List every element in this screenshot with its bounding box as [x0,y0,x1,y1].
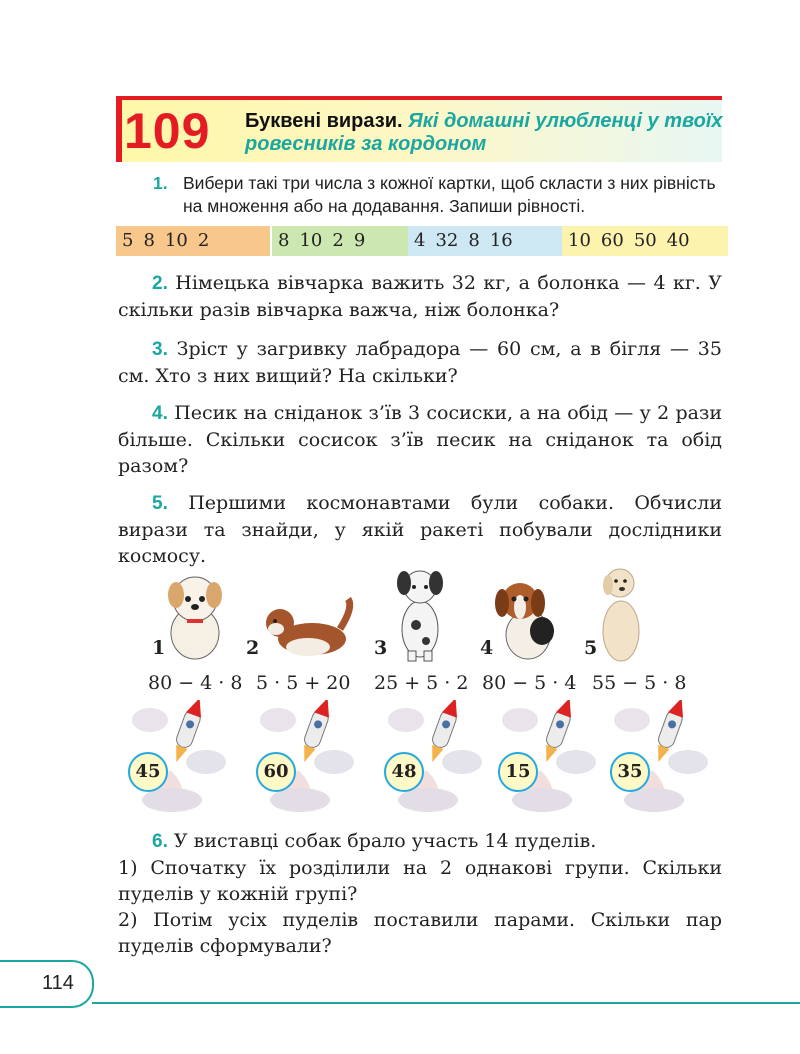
dog-number: 1 [152,637,166,659]
card-number: 2 [332,230,344,251]
rocket-answer: 45 [128,752,168,792]
card-number: 50 [633,230,657,251]
card-number: 10 [568,230,591,251]
rocket-answer: 48 [384,752,424,792]
number-card-4 [562,226,728,256]
card-number: 9 [353,230,366,251]
dog-3-illustration [386,565,454,663]
task-6 [118,828,722,959]
dog-number: 5 [584,637,598,659]
dog-number: 4 [480,637,494,659]
task-2-number: 2. [152,273,168,294]
dog-4-illustration [490,577,564,663]
number-card-2 [272,226,414,256]
lesson-title [245,110,725,156]
card-number: 32 [435,230,459,251]
card-number: 40 [666,230,690,251]
card-number: 8 [278,230,290,251]
page-number: 114 [42,972,74,994]
task-1 [153,172,721,218]
task-4-text: Песик на сніданок з’їв 3 сосиски, а на обід — у 2 рази більше. Скільки сосисок з’їв песик на сніданок та обід разом? [118,402,723,477]
task-6-intro: У виставці собак брало участь 14 пуделів. [173,830,597,852]
number-card-3 [408,226,566,256]
lesson-header [116,96,722,162]
task-3-number: 3. [152,339,168,360]
task-6-number: 6. [152,831,168,852]
dog-5-illustration [598,565,644,663]
dog-2-illustration [262,597,354,661]
task-5-number: 5. [152,493,168,514]
expression-4: 80 − 5 · 4 [482,672,577,694]
card-number: 4 [414,230,426,251]
dogs-row [0,565,800,665]
task-1-text: Вибери такі три числа з кожної картки, щоб скласти з них рівність на множення або на додавання. Запиши рівності. [183,173,716,216]
card-number: 8 [468,230,480,251]
task-3 [118,336,722,389]
rocket-2 [246,700,356,820]
task-6-question-1: 1) Спочатку їх розділили на 2 однакові групи. Скільки пуделів у кожній групі? [118,857,722,905]
expression-5: 55 − 5 · 8 [592,672,687,694]
rocket-answer: 35 [610,752,650,792]
title-main: Буквені вирази. [245,110,403,132]
card-number: 5 [122,230,134,251]
task-4 [118,400,722,479]
rocket-answer: 60 [256,752,296,792]
task-1-number: 1. [153,173,168,193]
title-sub: Які домашні улюбленці у твоїх ровесників за кордоном [245,110,723,155]
expression-2: 5 · 5 + 20 [256,672,351,694]
card-number: 10 [164,230,188,251]
task-6-question-2: 2) Потім усіх пуделів поставили парами. Скільки пар пуделів сформували? [118,909,722,957]
expression-1: 80 − 4 · 8 [148,672,243,694]
task-2-text: Німецька вівчарка важить 32 кг, а болонка — 4 кг. У скільки разів вівчарка важча, ніж болонка? [118,272,722,321]
task-5 [118,490,722,569]
rocket-1 [118,700,228,820]
number-card-1 [116,226,270,256]
task-4-number: 4. [152,403,168,424]
rocket-3 [374,700,484,820]
dog-1-illustration [160,565,230,663]
card-number: 10 [299,230,323,251]
rocket-5 [600,700,710,820]
rocket-answer: 15 [498,752,538,792]
dog-number: 3 [374,637,388,659]
lesson-number: 109 [124,103,211,159]
dog-number: 2 [246,637,260,659]
card-number: 16 [489,230,513,251]
expression-3: 25 + 5 · 2 [374,672,469,694]
card-number: 8 [143,230,155,251]
card-number: 2 [197,230,210,251]
rocket-4 [488,700,598,820]
card-number: 60 [600,230,624,251]
task-6-intro-line [118,828,722,855]
task-3-text: Зріст у загривку лабрадора — 60 см, а в бігля — 35 см. Хто з них вищий? На скільки? [118,338,722,387]
task-2 [118,270,722,323]
rockets-row [0,700,800,820]
footer-rule [92,1002,800,1004]
task-5-text: Першими космонавтами були собаки. Обчисли вирази та знайди, у якій ракеті побували дослідники космосу. [118,492,722,567]
